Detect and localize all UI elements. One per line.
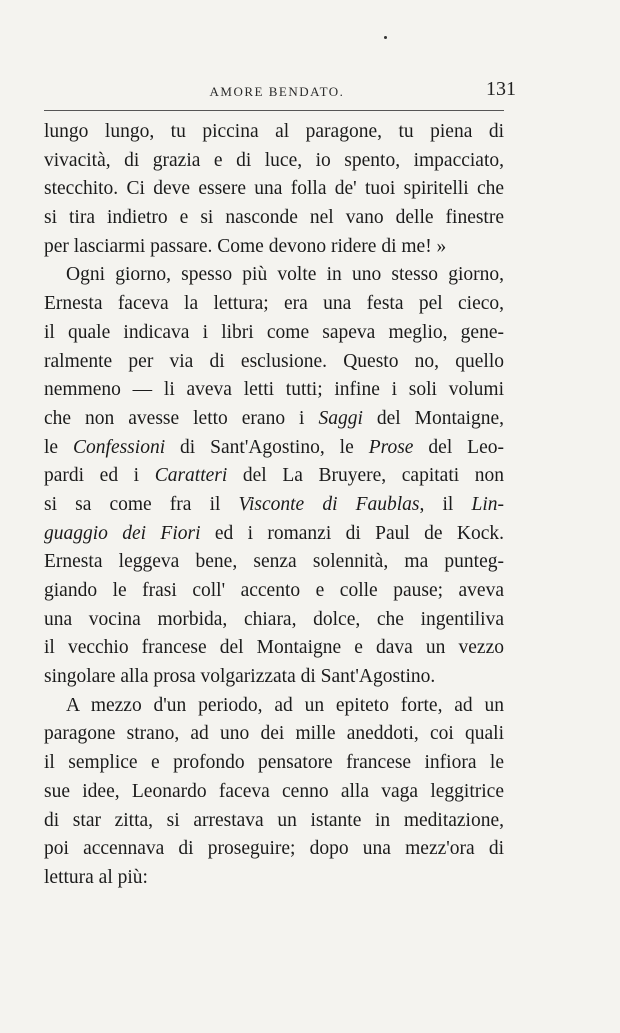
text-line: il semplice e profondo pensatore francese infiora le [44, 752, 504, 774]
italic-title: Prose [368, 436, 414, 458]
page-header [44, 78, 516, 104]
body-text [44, 118, 504, 893]
text-line: pardi ed i Caratteri del La Bruyere, capitati non [44, 465, 504, 487]
page-number: 131 [486, 78, 516, 100]
text-line: ralmente per via di esclusione. Questo no, quello [44, 350, 504, 372]
text-line: si sa come fra il Visconte di Faublas, il Lin- [44, 493, 504, 515]
text-line: guaggio dei Fiori ed i romanzi di Paul de Kock. [44, 522, 504, 544]
text-line: nemmeno — li aveva letti tutti; infine i soli volumi [44, 379, 504, 401]
text-line: che non avesse letto erano i Saggi del Montaigne, [44, 407, 504, 429]
text-line: il quale indicava i libri come sapeva meglio, gene- [44, 321, 504, 343]
text-line: Ernesta leggeva bene, senza solennità, ma punteg- [44, 551, 504, 573]
text-line: singolare alla prosa volgarizzata di Sant'Agostino. [44, 666, 436, 688]
text-line: una vocina morbida, chiara, dolce, che ingentiliva [44, 608, 504, 630]
text-line: vivacità, di grazia e di luce, io spento, impacciato, [44, 149, 504, 171]
text-line: giando le frasi coll' accento e colle pause; aveva [44, 580, 504, 601]
text-line: stecchito. Ci deve essere una folla de' tuoi spiritelli che [44, 178, 504, 200]
text-line: le Confessioni di Sant'Agostino, le Prose del Leo- [44, 436, 504, 458]
italic-title: Caratteri [154, 465, 228, 487]
italic-title: Visconte di Faublas [238, 493, 420, 515]
italic-title: Lin- [471, 493, 504, 515]
text-line: A mezzo d'un periodo, ad un epiteto forte, ad un [66, 694, 504, 716]
ink-speck [384, 36, 387, 39]
running-title: AMORE BENDATO. [209, 84, 345, 99]
text-line: sue idee, Leonardo faceva cenno alla vaga leggitrice [44, 780, 504, 802]
text-line: Ogni giorno, spesso più volte in uno stesso giorno, [66, 264, 504, 286]
italic-title: Saggi [318, 407, 363, 429]
text-line: poi accennava di proseguire; dopo una mezz'ora di [44, 838, 504, 860]
text-line: paragone strano, ad uno dei mille aneddoti, coi quali [44, 723, 504, 745]
text-line: di star zitta, si arrestava un istante in meditazione, [44, 809, 504, 831]
text-line: per lasciarmi passare. Come devono ridere di me! » [44, 235, 447, 257]
text-line: Ernesta faceva la lettura; era una festa pel cieco, [44, 293, 504, 315]
text-line: si tira indietro e si nasconde nel vano delle finestre [44, 207, 504, 229]
text-line: lungo lungo, tu piccina al paragone, tu piena di [44, 121, 504, 142]
header-rule [44, 110, 504, 111]
text-line: lettura al più: [44, 866, 148, 888]
text-line: il vecchio francese del Montaigne e dava un vezzo [44, 637, 504, 659]
italic-title: guaggio dei Fiori [44, 522, 201, 544]
italic-title: Confessioni [73, 436, 166, 458]
